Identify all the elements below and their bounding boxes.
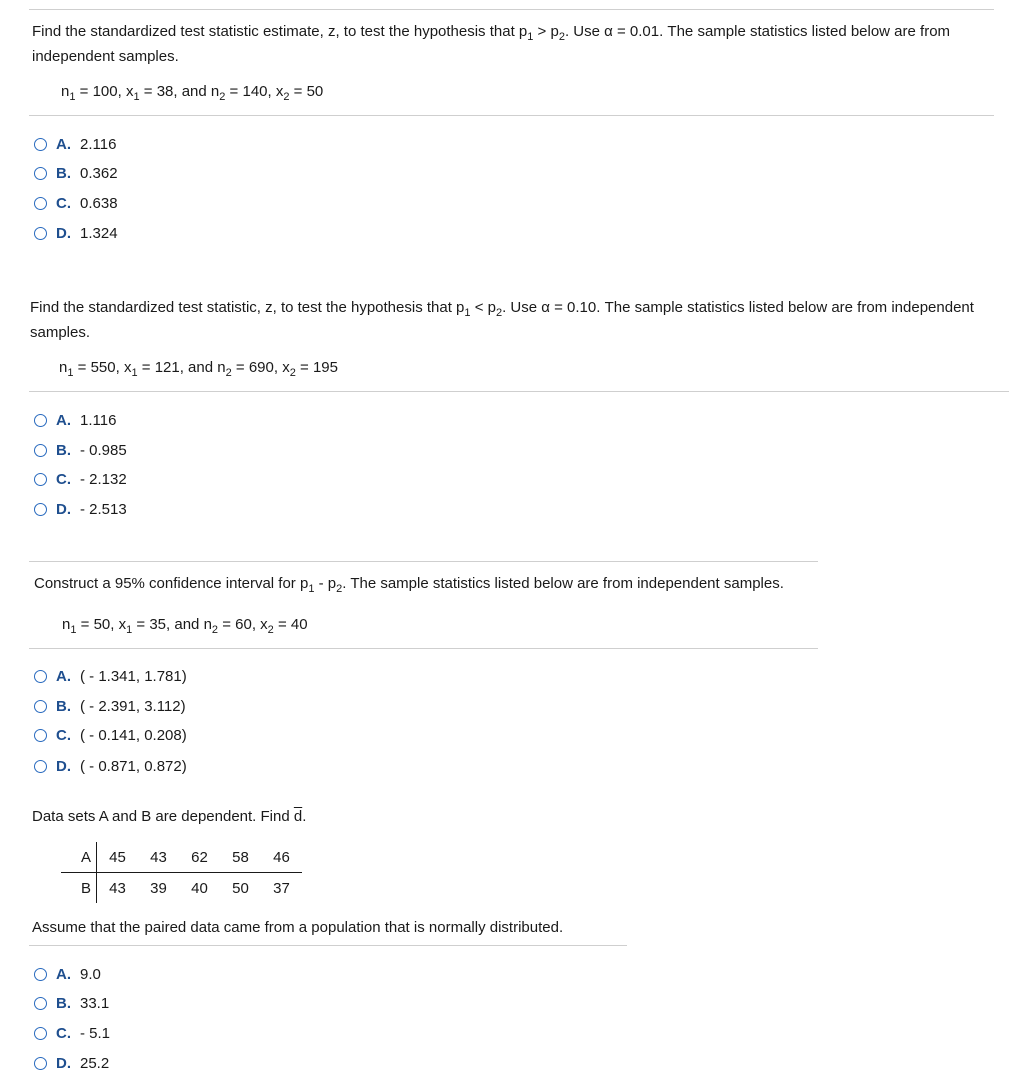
q3-option-d[interactable]: D. ( - 0.871, 0.872) [34,756,187,776]
q1-option-a[interactable]: A. 2.116 [34,134,116,154]
q1-option-b[interactable]: B. 0.362 [34,163,118,183]
divider [29,391,1009,392]
question-4-note: Assume that the paired data came from a population that is normally distributed. [32,919,564,936]
q4-option-c[interactable]: C. - 5.1 [34,1023,110,1043]
radio-button[interactable] [34,167,47,180]
q2-option-a[interactable]: A. 1.116 [34,410,116,430]
q2-option-b[interactable]: B. - 0.985 [34,440,127,460]
table-row: B 43 39 40 50 37 [61,873,302,904]
divider [29,648,818,649]
q4-option-b[interactable]: B. 33.1 [34,993,109,1013]
question-2-given: $n_1 = 550$, $x_1 = 121$, and $n_2 = 690$, $x_2 = 195$ [59,359,338,379]
q4-option-a[interactable]: A. 9.0 [34,964,101,984]
question-4-prompt: Data sets A and B are dependent. Find $\overline{d}$. [32,808,307,825]
radio-button[interactable] [34,1057,47,1070]
question-1-prompt: Find the standardized test statistic estimate, z, to test the hypothesis that $p_1 > p_2$. Use α = 0.01. The sample statistics listed below are from independent samples. [32,23,951,65]
radio-button[interactable] [34,444,47,457]
radio-button[interactable] [34,414,47,427]
radio-button[interactable] [34,227,47,240]
radio-button[interactable] [34,503,47,516]
radio-button[interactable] [34,968,47,981]
radio-button[interactable] [34,997,47,1010]
question-3-prompt: Construct a 95% confidence interval for $p_1 - p_2$. The sample statistics listed below are from independent samples. [34,575,784,595]
divider [29,115,994,116]
divider [29,9,994,10]
paired-data-table [61,842,302,903]
q3-option-a[interactable]: A. ( - 1.341, 1.781) [34,666,187,686]
q1-option-c[interactable]: C. 0.638 [34,193,118,213]
divider [29,561,818,562]
radio-button[interactable] [34,473,47,486]
radio-button[interactable] [34,1027,47,1040]
radio-button[interactable] [34,729,47,742]
radio-button[interactable] [34,700,47,713]
radio-button[interactable] [34,670,47,683]
divider [29,945,627,946]
q4-option-d[interactable]: D. 25.2 [34,1053,109,1073]
radio-button[interactable] [34,197,47,210]
question-1-given: $n_1 = 100$, $x_1 = 38$, and $n_2 = 140$, $x_2 = 50$ [61,83,324,103]
q3-option-c[interactable]: C. ( - 0.141, 0.208) [34,725,187,745]
question-3-given: $n_1 = 50$, $x_1 = 35$, and $n_2 = 60$, $x_2 = 40$ [62,616,308,636]
radio-button[interactable] [34,760,47,773]
table-row: A 45 43 62 58 46 [61,842,302,873]
q2-option-d[interactable]: D. - 2.513 [34,499,127,519]
radio-button[interactable] [34,138,47,151]
q2-option-c[interactable]: C. - 2.132 [34,469,127,489]
question-2-prompt: Find the standardized test statistic, z, to test the hypothesis that $p_1 < p_2$. Use α = 0.10. The sample statistics listed below are from independent samples. [30,299,974,341]
q3-option-b[interactable]: B. ( - 2.391, 3.112) [34,696,186,716]
q1-option-d[interactable]: D. 1.324 [34,223,118,243]
